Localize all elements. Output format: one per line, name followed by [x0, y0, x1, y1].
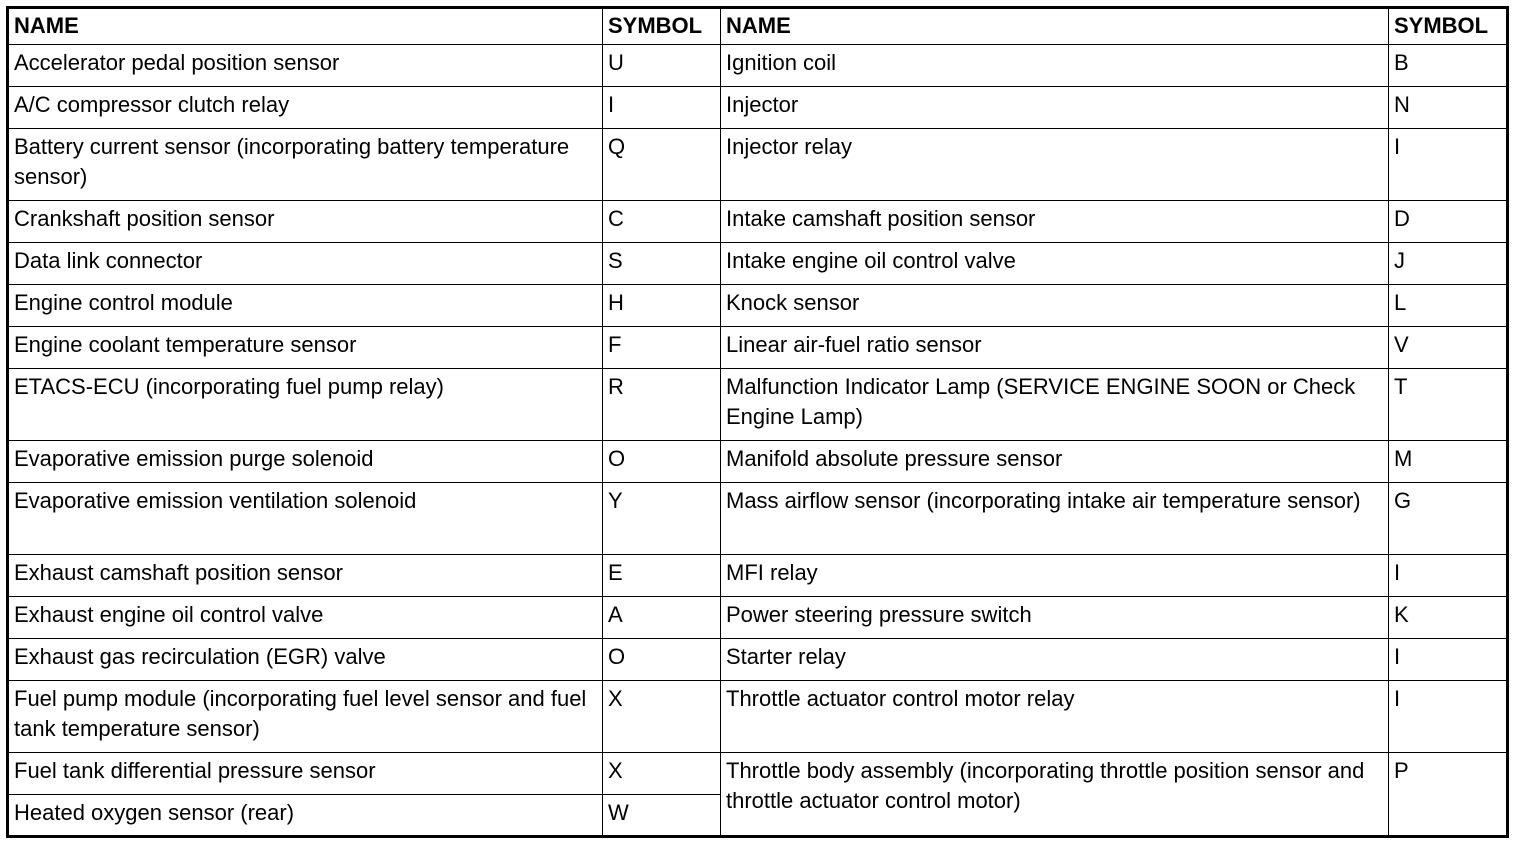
- component-symbol-cell: S: [603, 243, 721, 285]
- header-symbol-right: SYMBOL: [1389, 8, 1508, 45]
- table-row: [8, 129, 1508, 201]
- component-name-cell: Linear air-fuel ratio sensor: [721, 327, 1389, 369]
- component-symbol-cell: K: [1389, 597, 1508, 639]
- component-symbol-cell: V: [1389, 327, 1508, 369]
- header-name-left: NAME: [8, 8, 603, 45]
- component-symbol-cell: X: [603, 681, 721, 753]
- table-row: [8, 681, 1508, 753]
- component-symbol-cell: I: [1389, 681, 1508, 753]
- component-name-cell: Evaporative emission purge solenoid: [8, 441, 603, 483]
- table-row: [8, 327, 1508, 369]
- component-name-cell: Manifold absolute pressure sensor: [721, 441, 1389, 483]
- component-name-cell: Throttle actuator control motor relay: [721, 681, 1389, 753]
- table-row: [8, 483, 1508, 555]
- component-symbol-cell: P: [1389, 753, 1508, 837]
- header-symbol-left: SYMBOL: [603, 8, 721, 45]
- component-name-cell: Intake engine oil control valve: [721, 243, 1389, 285]
- component-name-cell: Exhaust engine oil control valve: [8, 597, 603, 639]
- component-name-cell: MFI relay: [721, 555, 1389, 597]
- table-row: [8, 753, 1508, 795]
- component-symbol-cell: Y: [603, 483, 721, 555]
- component-name-cell: A/C compressor clutch relay: [8, 87, 603, 129]
- component-symbol-cell: I: [1389, 555, 1508, 597]
- component-symbol-cell: G: [1389, 483, 1508, 555]
- component-symbol-cell: N: [1389, 87, 1508, 129]
- table-row: [8, 45, 1508, 87]
- table-row: [8, 369, 1508, 441]
- component-name-cell: Fuel pump module (incorporating fuel level sensor and fuel tank temperature sensor): [8, 681, 603, 753]
- component-symbol-cell: Q: [603, 129, 721, 201]
- component-symbol-cell: B: [1389, 45, 1508, 87]
- table-row: [8, 87, 1508, 129]
- component-symbol-cell: R: [603, 369, 721, 441]
- component-name-cell: ETACS-ECU (incorporating fuel pump relay): [8, 369, 603, 441]
- component-name-cell: Accelerator pedal position sensor: [8, 45, 603, 87]
- component-symbol-cell: W: [603, 795, 721, 837]
- component-name-cell: Intake camshaft position sensor: [721, 201, 1389, 243]
- component-symbol-cell: T: [1389, 369, 1508, 441]
- component-name-cell: Data link connector: [8, 243, 603, 285]
- table-row: [8, 597, 1508, 639]
- component-symbol-cell: O: [603, 639, 721, 681]
- component-name-cell: Battery current sensor (incorporating battery temperature sensor): [8, 129, 603, 201]
- component-symbol-cell: I: [1389, 129, 1508, 201]
- header-name-right: NAME: [721, 8, 1389, 45]
- table-row: [8, 201, 1508, 243]
- component-symbol-cell: O: [603, 441, 721, 483]
- component-name-cell: Crankshaft position sensor: [8, 201, 603, 243]
- component-symbol-cell: J: [1389, 243, 1508, 285]
- component-name-cell: Injector: [721, 87, 1389, 129]
- component-name-cell: Throttle body assembly (incorporating throttle position sensor and throttle actuator control motor): [721, 753, 1389, 837]
- component-name-cell: Engine coolant temperature sensor: [8, 327, 603, 369]
- component-symbol-cell: D: [1389, 201, 1508, 243]
- component-symbol-cell: E: [603, 555, 721, 597]
- component-name-cell: Fuel tank differential pressure sensor: [8, 753, 603, 795]
- table-row: [8, 555, 1508, 597]
- component-symbol-cell: C: [603, 201, 721, 243]
- component-name-cell: Ignition coil: [721, 45, 1389, 87]
- component-name-cell: Exhaust gas recirculation (EGR) valve: [8, 639, 603, 681]
- component-symbol-cell: M: [1389, 441, 1508, 483]
- component-name-cell: Heated oxygen sensor (rear): [8, 795, 603, 837]
- component-symbol-cell: I: [603, 87, 721, 129]
- component-symbol-cell: U: [603, 45, 721, 87]
- component-symbol-cell: F: [603, 327, 721, 369]
- header-row: [8, 8, 1508, 45]
- table-row: [8, 285, 1508, 327]
- component-symbol-cell: A: [603, 597, 721, 639]
- table-row: [8, 639, 1508, 681]
- component-name-cell: Malfunction Indicator Lamp (SERVICE ENGINE SOON or Check Engine Lamp): [721, 369, 1389, 441]
- component-name-cell: Engine control module: [8, 285, 603, 327]
- component-name-cell: Evaporative emission ventilation solenoid: [8, 483, 603, 555]
- component-name-cell: Exhaust camshaft position sensor: [8, 555, 603, 597]
- component-name-cell: Mass airflow sensor (incorporating intake air temperature sensor): [721, 483, 1389, 555]
- component-name-cell: Power steering pressure switch: [721, 597, 1389, 639]
- component-name-cell: Starter relay: [721, 639, 1389, 681]
- component-symbol-cell: I: [1389, 639, 1508, 681]
- component-symbol-cell: H: [603, 285, 721, 327]
- component-symbol-table: [6, 6, 1509, 838]
- table-row: [8, 441, 1508, 483]
- component-name-cell: Injector relay: [721, 129, 1389, 201]
- component-symbol-cell: L: [1389, 285, 1508, 327]
- table-row: [8, 243, 1508, 285]
- component-name-cell: Knock sensor: [721, 285, 1389, 327]
- component-symbol-cell: X: [603, 753, 721, 795]
